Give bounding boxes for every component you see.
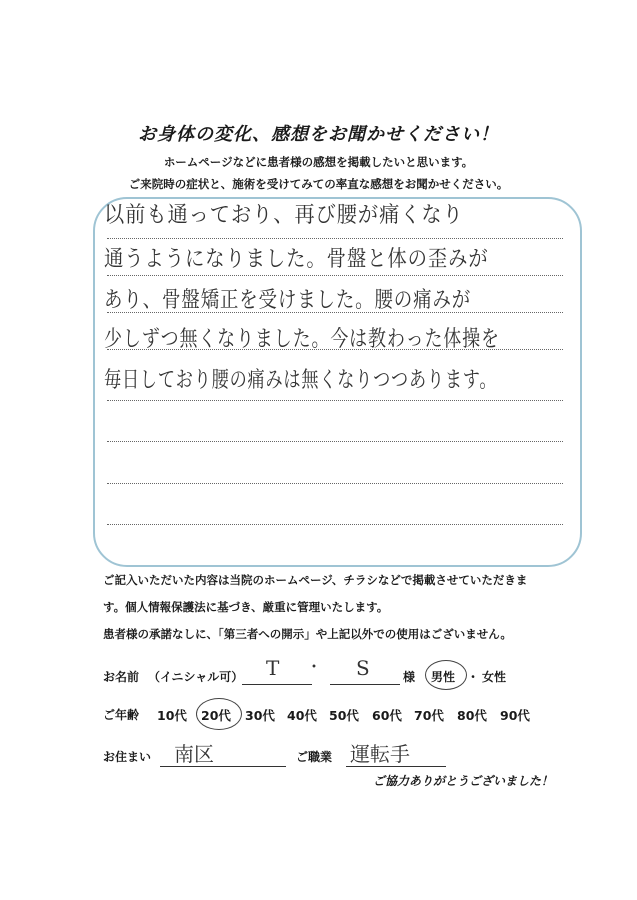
- handwritten-line-5: 毎日しており腰の痛みは無くなりつつあります。: [104, 368, 498, 393]
- rule-line: [107, 483, 563, 484]
- subtitle-2: ご来院時の症状と、施術を受けてみての率直な感想をお聞かせください。: [128, 177, 509, 191]
- handwritten-line-1: 以前も通っており、再び腰が痛くなり: [104, 203, 464, 228]
- gender-female: 女性: [482, 670, 507, 684]
- initial-dot: ・: [306, 657, 323, 676]
- age-80: 80代: [457, 708, 487, 723]
- notice-line-2: す。個人情報保護法に基づき、厳重に管理いたします。: [103, 600, 389, 614]
- address-label: お住まい: [103, 750, 152, 764]
- age-70: 70代: [414, 708, 444, 723]
- thanks-message: ご協力ありがとうございました！: [373, 774, 554, 788]
- rule-line: [107, 238, 563, 239]
- age-label: ご年齢: [103, 708, 140, 722]
- gender-male: 男性: [431, 670, 456, 684]
- job-value: 運転手: [350, 742, 410, 766]
- name-note: （イニシャル可）: [148, 670, 244, 684]
- age-selected-circle: [196, 698, 242, 730]
- name-line-2: [330, 684, 400, 685]
- rule-line: [107, 441, 563, 442]
- job-label: ご職業: [296, 750, 333, 764]
- gender-sep: ・: [467, 670, 480, 684]
- rule-line: [107, 524, 563, 525]
- honorific: 様: [403, 670, 416, 684]
- age-60: 60代: [372, 708, 402, 723]
- age-40: 40代: [287, 708, 317, 723]
- age-30: 30代: [245, 708, 275, 723]
- age-20: 20代: [201, 708, 231, 723]
- initial-2: S: [356, 656, 370, 680]
- notice-line-3: 患者様の承諾なしに、「第三者への開示」や上記以外での使用はございません。: [103, 627, 512, 641]
- name-label: お名前: [103, 670, 140, 684]
- gender-selected-circle: [425, 660, 467, 690]
- rule-line: [107, 400, 563, 401]
- name-line: [242, 684, 312, 685]
- subtitle-1: ホームページなどに患者様の感想を掲載したいと思います。: [163, 155, 474, 169]
- initial-1: T: [266, 656, 280, 680]
- address-value: 南区: [174, 742, 214, 766]
- rule-line: [107, 275, 563, 276]
- handwritten-line-3: あり、骨盤矯正を受けました。腰の痛みが: [104, 288, 472, 313]
- page-title: お身体の変化、感想をお聞かせください！: [138, 124, 499, 145]
- handwritten-line-2: 通うようになりました。骨盤と体の歪みが: [104, 247, 489, 272]
- age-90: 90代: [500, 708, 530, 723]
- handwritten-line-4: 少しずつ無くなりました。今は教わった体操を: [104, 327, 500, 352]
- age-50: 50代: [329, 708, 359, 723]
- notice-line-1: ご記入いただいた内容は当院のホームページ、チラシなどで掲載させていただきま: [103, 573, 528, 587]
- age-10: 10代: [157, 708, 187, 723]
